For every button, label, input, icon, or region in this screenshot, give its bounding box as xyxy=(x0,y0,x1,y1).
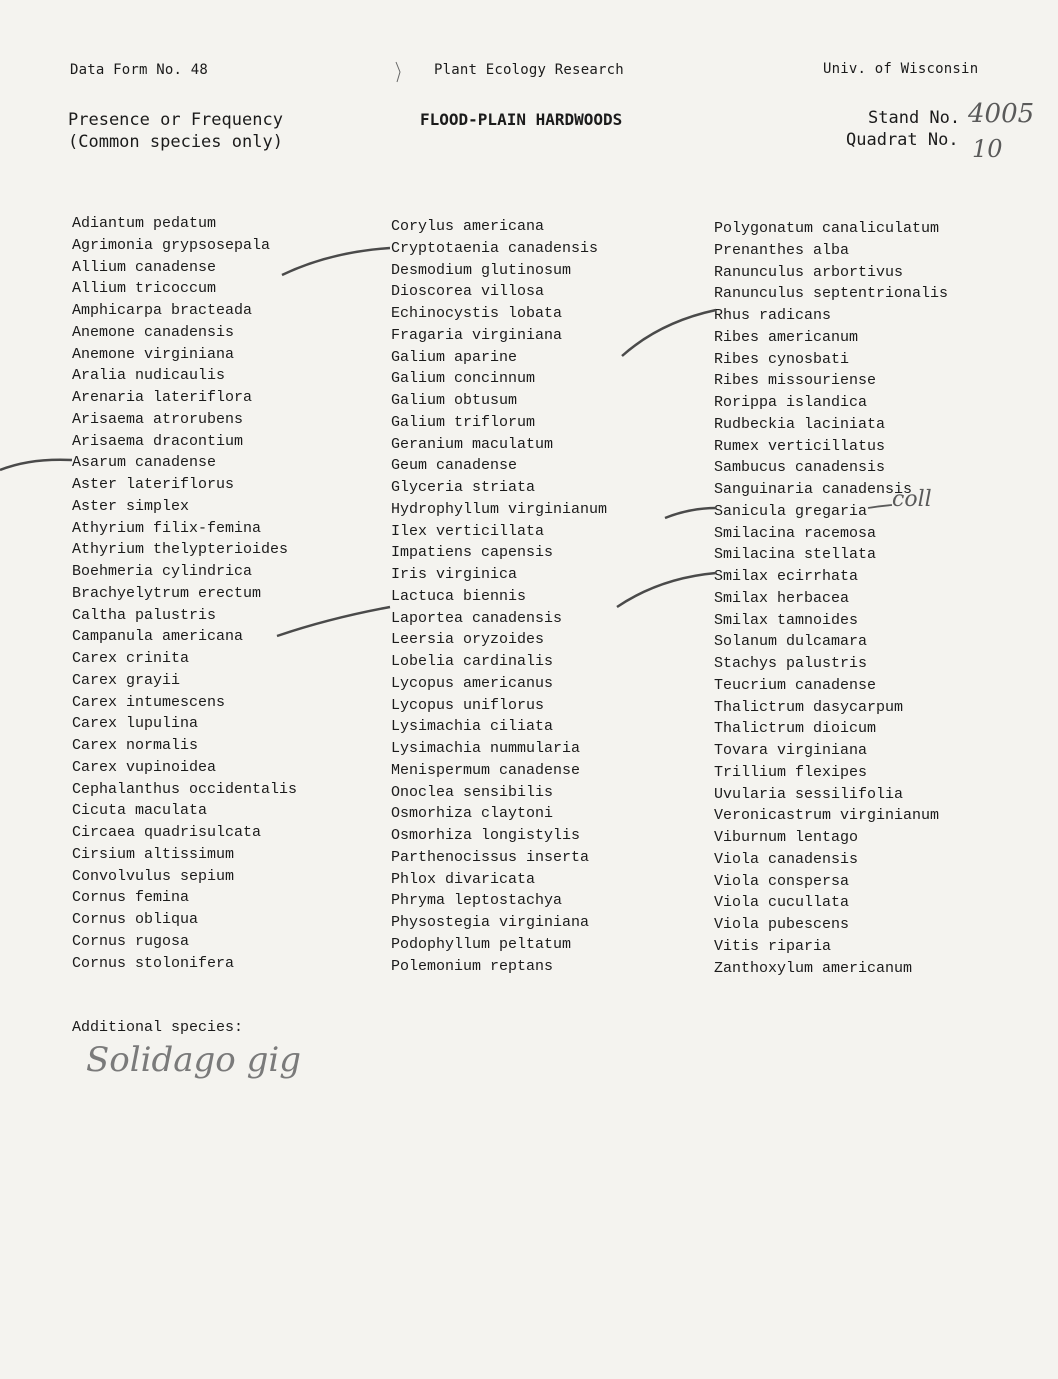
species-item: Ribes cynosbati xyxy=(714,350,850,368)
species-item: Viola conspersa xyxy=(714,872,850,890)
species-item: Smilacina stellata xyxy=(714,546,877,564)
species-item: Podophyllum peltatum xyxy=(391,935,572,953)
species-item: Solanum dulcamara xyxy=(714,633,868,651)
species-item: Athyrium thelypterioides xyxy=(72,541,289,559)
species-item: Cephalanthus occidentalis xyxy=(72,780,298,798)
additional-species-handwritten: Solidago gig xyxy=(86,1040,301,1080)
species-item: Laportea canadensis xyxy=(391,609,563,627)
species-item: Smilax ecirrhata xyxy=(714,568,859,585)
stand-label: Stand No. xyxy=(868,108,961,128)
university: Univ. of Wisconsin xyxy=(823,61,979,77)
species-item: Hydrophyllum virginianum xyxy=(391,500,608,518)
organization: Plant Ecology Research xyxy=(434,62,624,78)
pencil-mark-sanicula xyxy=(665,508,716,518)
species-item: Agrimonia grypsosepala xyxy=(72,236,271,254)
species-item: Carex crinita xyxy=(72,650,190,667)
species-item: Glyceria striata xyxy=(391,479,536,496)
species-item: Polemonium reptans xyxy=(391,957,554,975)
species-item: Fragaria virginiana xyxy=(391,326,563,344)
species-item: Lycopus americanus xyxy=(391,674,554,692)
species-item: Rudbeckia laciniata xyxy=(714,415,886,433)
species-item: Sanguinaria canadensis xyxy=(714,481,913,498)
species-item: Osmorhiza longistylis xyxy=(391,827,581,844)
species-item: Rhus radicans xyxy=(714,307,832,324)
species-item: Brachyelytrum erectum xyxy=(72,584,262,602)
species-item: Phlox divaricata xyxy=(391,870,536,888)
species-item: Geranium maculatum xyxy=(391,435,554,453)
community-title: FLOOD-PLAIN HARDWOODS xyxy=(420,110,623,129)
species-item: Cornus rugosa xyxy=(72,932,190,950)
sampling-type-line2: (Common species only) xyxy=(68,132,283,152)
species-item: Viola canadensis xyxy=(714,850,859,868)
species-item: Aster simplex xyxy=(72,497,190,515)
species-item: Teucrium canadense xyxy=(714,676,877,694)
stand-number-handwritten: 4005 xyxy=(968,99,1035,129)
species-item: Campanula americana xyxy=(72,628,244,646)
species-item: Viola cucullata xyxy=(714,894,850,912)
species-item: Convolvulus sepium xyxy=(72,867,235,885)
species-item: Carex lupulina xyxy=(72,715,199,733)
species-item: Uvularia sessilifolia xyxy=(714,785,904,803)
species-item: Stachys palustris xyxy=(714,655,868,672)
pencil-mark-asarum xyxy=(0,460,72,470)
species-item: Galium aparine xyxy=(391,348,518,366)
species-item: Lactuca biennis xyxy=(391,587,527,605)
species-item: Ranunculus arbortivus xyxy=(714,263,904,281)
species-item: Arenaria lateriflora xyxy=(72,389,253,406)
species-item: Viburnum lentago xyxy=(714,829,859,846)
species-item: Polygonatum canaliculatum xyxy=(714,220,940,237)
species-item: Amphicarpa bracteada xyxy=(72,302,253,319)
quadrat-label: Quadrat No. xyxy=(846,130,959,150)
species-item: Carex grayii xyxy=(72,671,181,689)
species-item: Smilax herbacea xyxy=(714,589,850,607)
species-item: Tovara virginiana xyxy=(714,742,868,759)
pencil-mark-rhus xyxy=(622,310,716,356)
species-item: Adiantum pedatum xyxy=(72,215,217,232)
species-item: Ranunculus septentrionalis xyxy=(714,285,949,303)
species-item: Geum canadense xyxy=(391,457,518,475)
species-item: Circaea quadrisulcata xyxy=(72,824,262,841)
species-item: Allium canadense xyxy=(72,258,217,276)
species-item: Aralia nudicaulis xyxy=(72,367,226,385)
species-item: Cornus femina xyxy=(72,889,190,907)
form-number: Data Form No. 48 xyxy=(70,62,209,78)
species-item: Sambucus canadensis xyxy=(714,459,886,477)
sanicula-handwritten-note: coll xyxy=(892,487,932,512)
species-item: Anemone virginiana xyxy=(72,345,235,363)
species-item: Leersia oryzoides xyxy=(391,631,545,649)
species-item: Caltha palustris xyxy=(72,606,217,624)
species-item: Ilex verticillata xyxy=(391,522,545,540)
species-item: Cirsium altissimum xyxy=(72,845,235,863)
species-item: Arisaema atrorubens xyxy=(72,410,244,428)
species-item: Phryma leptostachya xyxy=(391,892,563,910)
species-item: Aster lateriflorus xyxy=(72,476,235,493)
species-item: Ribes americanum xyxy=(714,328,859,346)
quadrat-number-handwritten: 10 xyxy=(972,135,1003,163)
species-item: Boehmeria cylindrica xyxy=(72,563,253,580)
pencil-mark-smilax xyxy=(617,573,716,607)
species-item: Cornus obliqua xyxy=(72,911,199,928)
species-item: Lysimachia nummularia xyxy=(391,740,581,757)
species-item: Desmodium glutinosum xyxy=(391,261,572,279)
species-item: Galium concinnum xyxy=(391,370,536,388)
species-item: Echinocystis lobata xyxy=(391,305,563,322)
species-item: Carex vupinoidea xyxy=(72,758,217,776)
species-item: Physostegia virginiana xyxy=(391,914,590,931)
species-item: Cicuta maculata xyxy=(72,802,208,820)
species-item: Rumex verticillatus xyxy=(714,437,886,455)
species-item: Carex intumescens xyxy=(72,693,226,711)
species-item: Smilax tamnoides xyxy=(714,611,859,629)
species-item: Zanthoxylum americanum xyxy=(714,959,913,977)
species-item: Iris virginica xyxy=(391,566,518,583)
species-item: Corylus americana xyxy=(391,218,545,235)
species-item: Cornus stolonifera xyxy=(72,954,235,972)
species-item: Athyrium filix-femina xyxy=(72,519,262,537)
species-item: Carex normalis xyxy=(72,737,199,754)
species-item: Lycopus uniflorus xyxy=(391,696,545,714)
species-item: Galium obtusum xyxy=(391,392,518,409)
species-item: Prenanthes alba xyxy=(714,241,850,259)
species-item: Rorippa islandica xyxy=(714,394,868,411)
species-item: Arisaema dracontium xyxy=(72,432,244,450)
species-item: Allium tricoccum xyxy=(72,280,217,298)
species-item: Smilacina racemosa xyxy=(714,524,877,542)
species-item: Sanicula gregaria xyxy=(714,502,868,520)
sampling-type-line1: Presence or Frequency xyxy=(68,110,283,130)
species-item: Ribes missouriense xyxy=(714,372,877,390)
species-item: Anemone canadensis xyxy=(72,323,235,341)
species-item: Osmorhiza claytoni xyxy=(391,805,554,823)
species-item: Thalictrum dasycarpum xyxy=(714,698,904,716)
species-item: Cryptotaenia canadensis xyxy=(391,239,599,257)
pencil-mark-sanicula-tail xyxy=(868,505,892,508)
species-item: Parthenocissus inserta xyxy=(391,848,590,866)
species-item: Lobelia cardinalis xyxy=(391,653,554,670)
species-item: Trillium flexipes xyxy=(714,763,868,781)
species-item: Viola pubescens xyxy=(714,916,850,933)
species-item: Thalictrum dioicum xyxy=(714,720,877,738)
species-item: Menispermum canadense xyxy=(391,761,581,779)
species-item: Asarum canadense xyxy=(72,454,217,472)
species-item: Veronicastrum virginianum xyxy=(714,807,940,825)
species-item: Onoclea sensibilis xyxy=(391,783,554,801)
pencil-mark-laportea xyxy=(277,607,390,636)
additional-species-label: Additional species: xyxy=(72,1019,244,1036)
species-item: Vitis riparia xyxy=(714,937,832,955)
margin-tick xyxy=(396,62,400,82)
species-item: Impatiens capensis xyxy=(391,544,554,562)
species-item: Lysimachia ciliata xyxy=(391,718,554,736)
species-item: Galium triflorum xyxy=(391,413,536,431)
pencil-mark-cryptotaenia xyxy=(282,248,390,275)
species-item: Dioscorea villosa xyxy=(391,283,545,301)
